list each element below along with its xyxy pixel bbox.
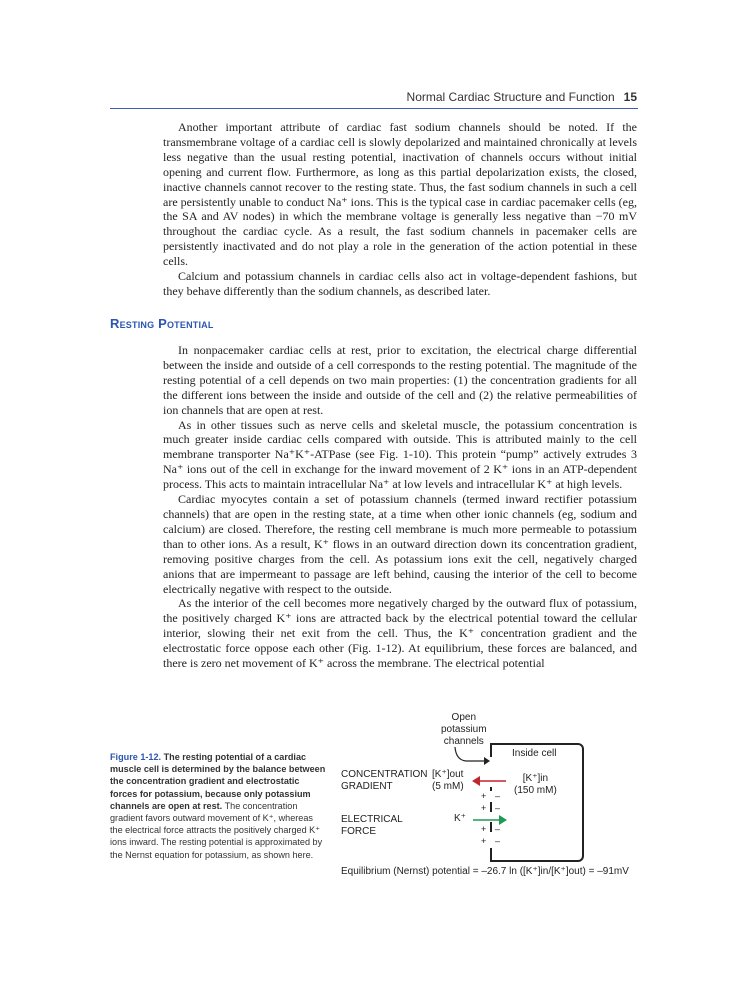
header-rule — [110, 108, 638, 109]
paragraph: In nonpacemaker cardiac cells at rest, prior to excitation, the electrical charge differential between the inside and outside of a cell corresponds to the resting potential. The magnitude of the resting potential of a cell depends on two main properties: (1) the concentration gradients for all the different ions between the inside and outside of the cell and (2) the relative permeabilities of ion channels that are open at rest. — [163, 343, 637, 417]
caption-bold-text: The resting potential of a cardiac muscle cell is determined by the balance between the concentration gradient and electrostatic forces for potassium, because only potassium channels are open at rest. — [110, 752, 326, 811]
concentration-gradient-arrow — [470, 774, 510, 788]
k-out-value: (5 mM) — [432, 781, 464, 792]
channel-label — [441, 712, 487, 748]
cell-membrane — [490, 802, 492, 812]
cell-membrane — [490, 848, 492, 860]
electrical-force-label — [341, 814, 403, 838]
electrical-force-arrow — [470, 813, 510, 827]
caption-text: The concentration gradient favors outward movement of K⁺, whereas the electrical force attracts the positively charged K⁺ ions inward. The resting potential is approximated by the Nernst equation for potassium, as shown here. — [110, 800, 323, 860]
channel-label-line: Open — [451, 712, 477, 723]
concentration-gradient-label — [341, 769, 427, 793]
paragraph: As the interior of the cell becomes more negatively charged by the outward flux of potassium, the positively charged K⁺ ions are attracted back by the electrical potential toward the cellular interior, slowing their net exit from the cell. Thus, the K⁺ concentration gradient and the electrostatic force oppose each other (Fig. 1-12). At equilibrium, these forces are balanced, and there is zero net movement of K⁺ across the membrane. The electrical potential — [163, 596, 637, 671]
cell-outline — [490, 743, 584, 862]
minus-sign: – — [495, 803, 501, 813]
minus-sign: – — [495, 836, 501, 846]
running-title: Normal Cardiac Structure and Function — [406, 90, 615, 104]
k-out-text: [K⁺]out — [432, 769, 464, 780]
gradient-label-line: GRADIENT — [341, 781, 393, 792]
k-in-label — [514, 773, 557, 797]
paragraph: As in other tissues such as nerve cells and skeletal muscle, the potassium concentration is much greater inside cardiac cells compared with outside. This is attributed mainly to the cell membrane transporter Na⁺K⁺-ATPase (see Fig. 1-10). This protein “pump” actively extrudes 3 Na⁺ ions out of the cell in exchange for the inward movement of 2 K⁺ ions in an ATP-dependent process. This acts to maintain intracellular Na⁺ at low levels and intracellular K⁺ at high levels. — [163, 417, 637, 492]
inside-cell-label: Inside cell — [512, 748, 557, 759]
paragraph: Calcium and potassium channels in cardiac cells also act in voltage-dependent fashions, but they behave differently than the sodium channels, as described later. — [163, 269, 637, 298]
k-in-value: (150 mM) — [514, 785, 557, 796]
minus-sign: – — [495, 791, 501, 801]
electrical-label-line: FORCE — [341, 826, 376, 837]
k-in-text: [K⁺]in — [522, 773, 549, 784]
electrical-label-line: ELECTRICAL — [341, 814, 403, 825]
paragraph: Cardiac myocytes contain a set of potassium channels (termed inward rectifier potassium channels) that are open in the resting state, at a time when other ionic channels (eg, sodium and calcium) are closed. Therefore, the resting cell membrane is much more permeable to potassium than to other ions. As a result, K⁺ flows in an outward direction down its concentration gradient, removing positive charges from the cell. As potassium ions exit the cell, negatively charged anions that are impermeant to passage are left behind, causing the interior of the cell to become electrically negative with respect to the outside. — [163, 492, 637, 596]
body-text-resting-potential — [163, 343, 637, 671]
paragraph: Another important attribute of cardiac fast sodium channels should be noted. If the transmembrane voltage of a cardiac cell is slowly depolarized and maintained chronically at levels less negative than the usual resting potential, inactivation of channels occurs without initial opening and current flow. Furthermore, as long as this partial depolarization exists, the closed, inactive channels cannot recover to the resting state. Thus, the fast sodium channels in such a cell are persistently unable to conduct Na⁺ ions. This is the typical case in cardiac pacemaker cells (eg, the SA and AV nodes) in which the membrane voltage is generally less negative than −70 mV throughout the cardiac cycle. As a result, the fast sodium channels in pacemaker cells are persistently inactivated and do not play a role in the generation of the action potential in these cells. — [163, 120, 637, 269]
section-heading: Resting Potential — [110, 316, 214, 331]
cell-membrane — [490, 743, 492, 757]
nernst-equation: Equilibrium (Nernst) potential = –26.7 ln ([K⁺]in/[K⁺]out) = –91mV — [341, 866, 629, 877]
channel-label-line: potassium — [441, 724, 487, 735]
page-number: 15 — [623, 90, 637, 104]
figure-label: Figure 1-12. — [110, 752, 162, 762]
plus-sign: + — [481, 791, 487, 801]
channel-pointer-arrow — [450, 746, 495, 770]
k-out-label — [432, 769, 464, 793]
channel-label-line: channels — [443, 736, 484, 747]
figure-caption — [110, 751, 326, 861]
plus-sign: + — [481, 824, 487, 834]
k-ion-label: K⁺ — [454, 813, 466, 824]
minus-sign: – — [495, 824, 501, 834]
plus-sign: + — [481, 836, 487, 846]
gradient-label-line: CONCENTRATION — [341, 769, 428, 780]
body-text-intro — [163, 120, 637, 299]
running-header — [407, 90, 637, 104]
plus-sign: + — [481, 803, 487, 813]
